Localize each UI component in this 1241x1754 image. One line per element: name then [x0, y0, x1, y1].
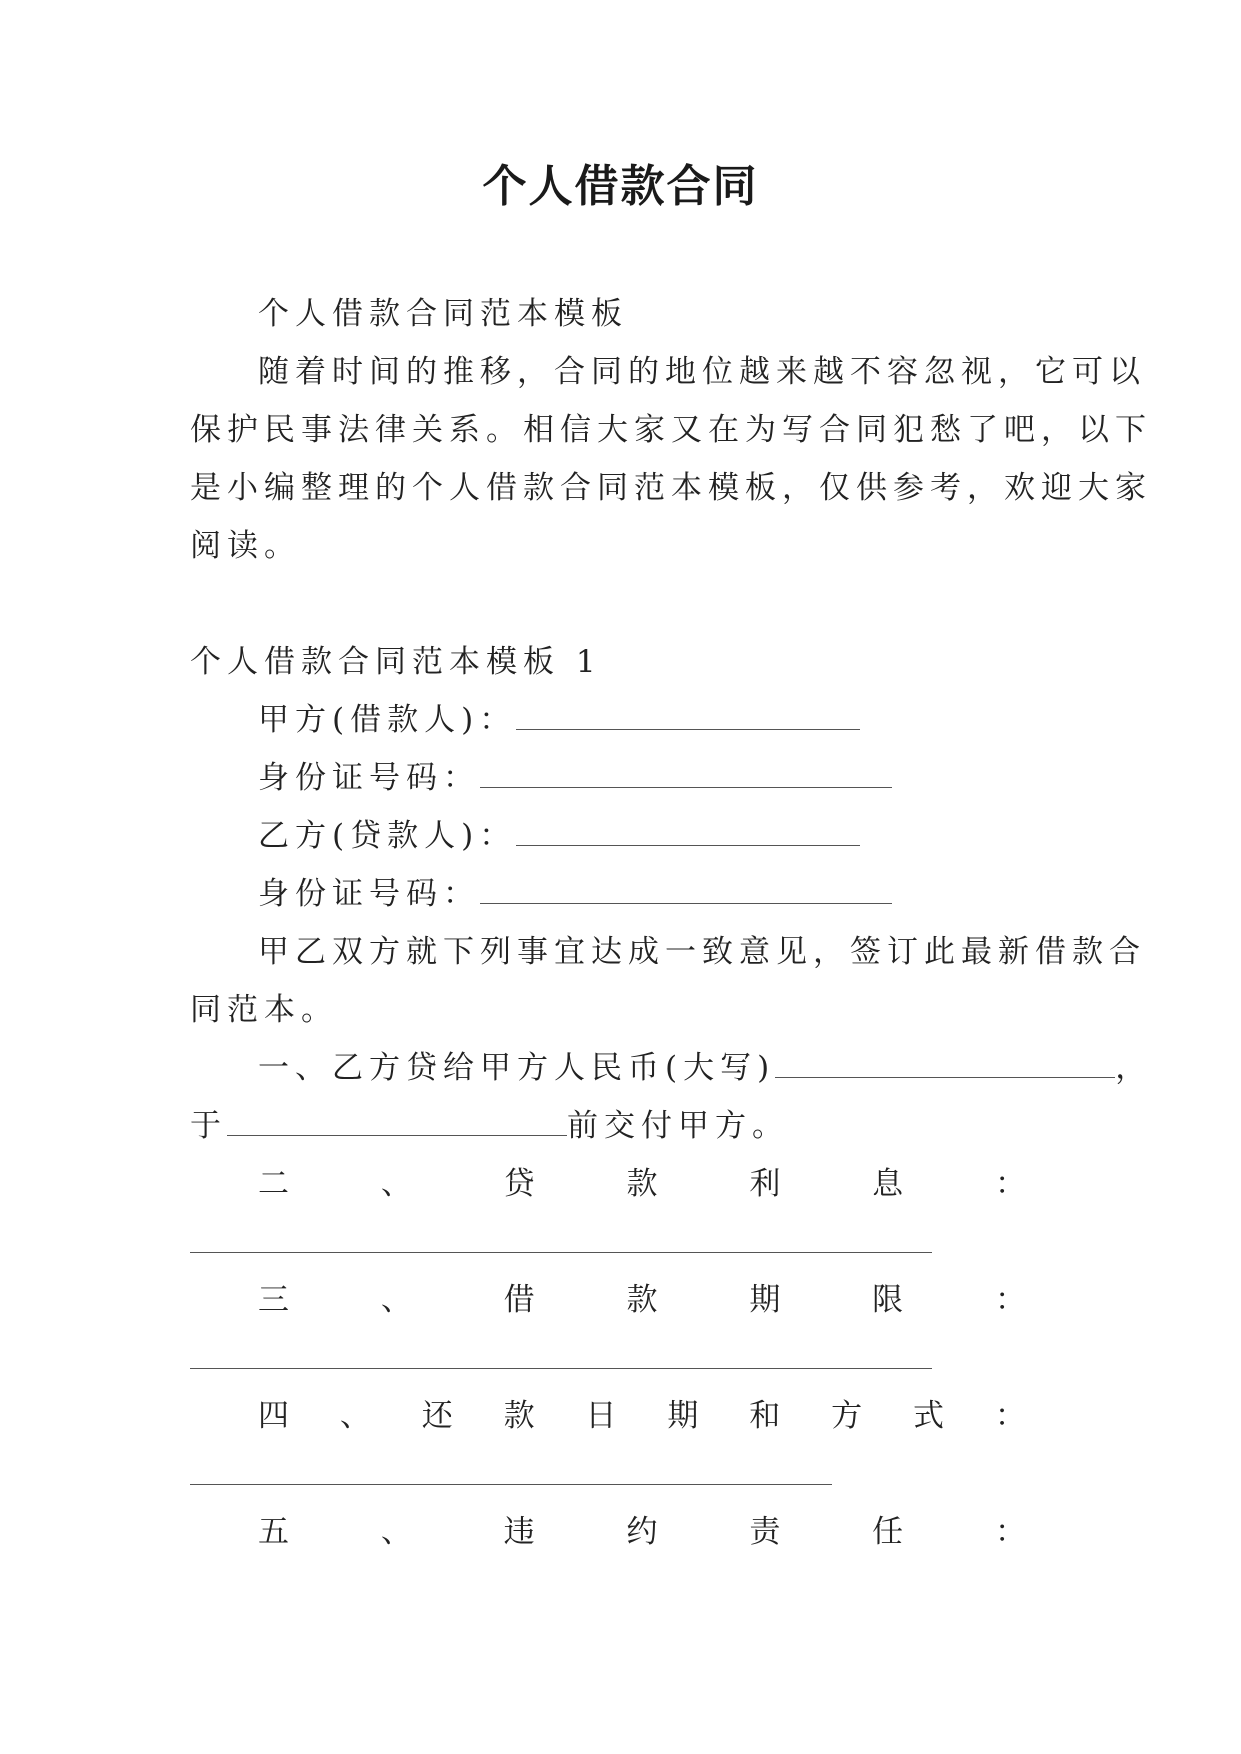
clause-3-char: 三 — [258, 1282, 289, 1318]
id-number-a-blank — [480, 759, 892, 788]
party-b-row — [258, 816, 860, 856]
clause-4-char: 四 — [258, 1398, 289, 1434]
id-number-a-label: 身份证号码： — [258, 760, 480, 796]
clause-2-char: 息 — [872, 1166, 904, 1202]
clause-2-char: 、 — [380, 1166, 412, 1202]
clause-4-char: 还 — [421, 1398, 453, 1434]
clause-3-char: 限 — [872, 1282, 904, 1318]
intro-paragraph-line-3: 是小编整理的个人借款合同范本模板，仅供参考，欢迎大家 — [190, 470, 1152, 506]
clause-3-char: ： — [994, 1282, 1026, 1318]
intro-subtitle: 个人借款合同范本模板 — [258, 296, 628, 332]
clause-3-heading — [258, 1280, 1026, 1320]
clause-2-char: 款 — [626, 1166, 658, 1202]
intro-paragraph-line-4: 阅读。 — [190, 528, 301, 564]
id-number-b-label: 身份证号码： — [258, 876, 480, 912]
document-title: 个人借款合同 — [482, 161, 759, 212]
clause-2-blank-line — [190, 1252, 932, 1253]
template-heading: 个人借款合同范本模板 1 — [190, 644, 602, 680]
clause-4-char: ： — [994, 1398, 1026, 1434]
clause-1-date-row — [190, 1106, 789, 1146]
clause-4-blank-line — [190, 1484, 832, 1485]
clause-3-char: 款 — [626, 1282, 658, 1318]
clause-4-char: 方 — [831, 1398, 863, 1434]
clause-1-comma: ， — [1115, 1050, 1153, 1086]
clause-4-heading — [258, 1396, 1026, 1436]
clause-2-heading — [258, 1164, 1026, 1204]
clause-5-char: 责 — [749, 1514, 781, 1550]
clause-5-char: 任 — [872, 1514, 904, 1550]
clause-1-amount-blank — [775, 1049, 1115, 1078]
party-a-blank — [516, 701, 860, 730]
clause-2-char: 贷 — [503, 1166, 535, 1202]
clause-4-char: 式 — [913, 1398, 944, 1434]
clause-5-char: 五 — [258, 1514, 289, 1550]
party-a-row — [258, 700, 860, 740]
clause-1-prefix: 一、乙方贷给甲方人民币(大写) — [258, 1050, 776, 1086]
party-b-blank — [516, 817, 860, 846]
party-a-label: 甲方(借款人)： — [258, 702, 517, 738]
clause-3-blank-line — [190, 1368, 932, 1369]
intro-paragraph-line-1: 随着时间的推移，合同的地位越来越不容忽视，它可以 — [258, 354, 1146, 390]
agreement-line-1: 甲乙双方就下列事宜达成一致意见，签订此最新借款合 — [258, 934, 1146, 970]
clause-3-char: 期 — [749, 1282, 781, 1318]
clause-4-char: 期 — [667, 1398, 699, 1434]
party-b-label: 乙方(贷款人)： — [258, 818, 517, 854]
id-number-b-row — [258, 874, 892, 914]
clause-5-char: ： — [994, 1514, 1026, 1550]
clause-4-char: 和 — [749, 1398, 781, 1434]
clause-2-char: 利 — [749, 1166, 781, 1202]
clause-4-char: 款 — [503, 1398, 535, 1434]
clause-2-char: 二 — [258, 1166, 289, 1202]
clause-1-row — [258, 1048, 1152, 1088]
clause-5-char: 约 — [626, 1514, 658, 1550]
clause-3-char: 借 — [503, 1282, 535, 1318]
clause-1-date-prefix: 于 — [190, 1108, 227, 1144]
clause-2-char: ： — [994, 1166, 1026, 1202]
clause-5-char: 违 — [503, 1514, 535, 1550]
clause-3-char: 、 — [380, 1282, 412, 1318]
clause-1-date-suffix: 前交付甲方。 — [567, 1108, 789, 1144]
agreement-line-2: 同范本。 — [190, 992, 338, 1028]
clause-4-char: 、 — [339, 1398, 371, 1434]
id-number-b-blank — [480, 875, 892, 904]
clause-5-heading — [258, 1512, 1026, 1552]
clause-4-char: 日 — [585, 1398, 617, 1434]
intro-paragraph-line-2: 保护民事法律关系。相信大家又在为写合同犯愁了吧，以下 — [190, 412, 1152, 448]
clause-5-char: 、 — [380, 1514, 412, 1550]
clause-1-date-blank — [227, 1107, 567, 1136]
id-number-a-row — [258, 758, 892, 798]
